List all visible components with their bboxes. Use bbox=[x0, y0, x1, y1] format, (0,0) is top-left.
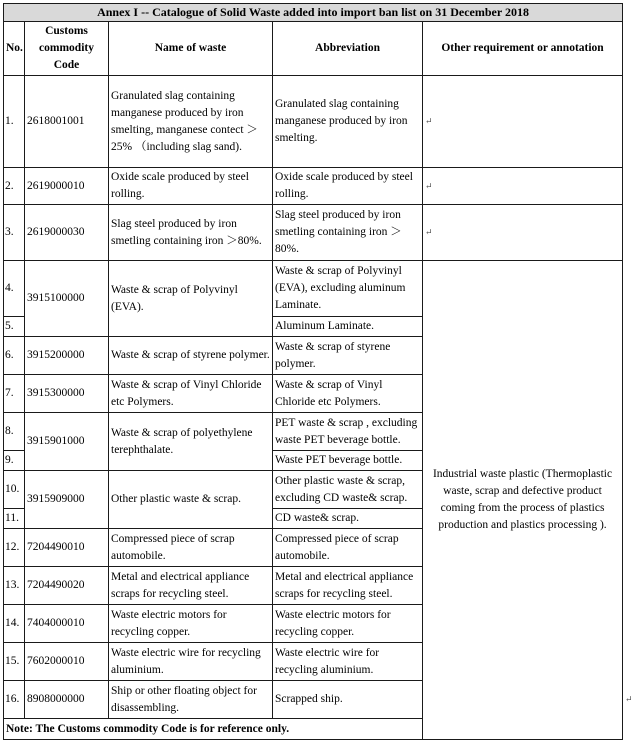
row-code: 3915901000 bbox=[25, 413, 109, 471]
row-no: 9. bbox=[4, 451, 25, 471]
row-abbreviation: Aluminum Laminate. bbox=[273, 317, 423, 337]
row-code: 3915300000 bbox=[25, 375, 109, 413]
row-no: 2. bbox=[4, 168, 25, 205]
row-abbreviation: Waste & scrap of Vinyl Chloride etc Polymers. bbox=[273, 375, 423, 413]
row-no: 1. bbox=[4, 76, 25, 168]
row-abbreviation: Scrapped ship. bbox=[273, 681, 423, 719]
catalogue-table bbox=[3, 3, 633, 740]
row-no: 13. bbox=[4, 567, 25, 605]
row-no: 16. bbox=[4, 681, 25, 719]
row-no: 5. bbox=[4, 317, 25, 337]
row-code: 7602000010 bbox=[25, 643, 109, 681]
row-name: Slag steel produced by iron smetling containing iron ＞80%. bbox=[109, 205, 273, 261]
row-name: Ship or other floating object for disassembling. bbox=[109, 681, 273, 719]
header-name: Name of waste bbox=[109, 22, 273, 76]
row-no: 4. bbox=[4, 261, 25, 317]
row-other: ↵ bbox=[423, 205, 623, 261]
row-code: 2619000010 bbox=[25, 168, 109, 205]
row-code: 2619000030 bbox=[25, 205, 109, 261]
row-abbreviation: Oxide scale produced by steel rolling. bbox=[273, 168, 423, 205]
row-no: 10. bbox=[4, 471, 25, 509]
plastic-annotation: Industrial waste plastic (Thermoplastic waste, scrap and defective product coming from the process of plastics production and plastics processing ). bbox=[423, 261, 623, 740]
row-name: Other plastic waste & scrap. bbox=[109, 471, 273, 529]
row-no: 3. bbox=[4, 205, 25, 261]
row-name: Waste & scrap of Polyvinyl (EVA). bbox=[109, 261, 273, 337]
row-name: Waste electric motors for recycling copper. bbox=[109, 605, 273, 643]
row-name: Compressed piece of scrap automobile. bbox=[109, 529, 273, 567]
row-abbreviation: PET waste & scrap , excluding waste PET beverage bottle. bbox=[273, 413, 423, 451]
row-name: Metal and electrical appliance scraps for recycling steel. bbox=[109, 567, 273, 605]
row-no: 8. bbox=[4, 413, 25, 451]
row-other: ↵ bbox=[423, 168, 623, 205]
table-row bbox=[4, 205, 623, 261]
table-row bbox=[4, 261, 623, 317]
row-abbreviation: Slag steel produced by iron smetling containing iron ＞ 80%. bbox=[273, 205, 423, 261]
row-code: 3915200000 bbox=[25, 337, 109, 375]
row-abbreviation: Compressed piece of scrap automobile. bbox=[273, 529, 423, 567]
table-row: 16. 8908000000 Ship or other floating object for disassembling. Scrapped ship. ↵ bbox=[4, 681, 623, 719]
row-no: 14. bbox=[4, 605, 25, 643]
row-code: 3915909000 bbox=[25, 471, 109, 529]
row-code: 7204490010 bbox=[25, 529, 109, 567]
row-abbreviation: Waste PET beverage bottle. bbox=[273, 451, 423, 471]
row-abbreviation: Other plastic waste & scrap, excluding CD waste& scrap. bbox=[273, 471, 423, 509]
table-row bbox=[4, 76, 623, 168]
table-row bbox=[4, 168, 623, 205]
row-name: Waste electric wire for recycling aluminium. bbox=[109, 643, 273, 681]
row-abbreviation: Granulated slag containing manganese produced by iron smelting. bbox=[273, 76, 423, 168]
row-name: Granulated slag containing manganese produced by iron smelting, manganese contect ＞25% （including slag sand). bbox=[109, 76, 273, 168]
row-name: Waste & scrap of Vinyl Chloride etc Polymers. bbox=[109, 375, 273, 413]
row-abbreviation: Waste electric motors for recycling copper. bbox=[273, 605, 423, 643]
row-abbreviation: Waste electric wire for recycling aluminium. bbox=[273, 643, 423, 681]
row-name: Oxide scale produced by steel rolling. bbox=[109, 168, 273, 205]
row-abbreviation: Waste & scrap of Polyvinyl (EVA), excluding aluminum Laminate. bbox=[273, 261, 423, 317]
row-name: Waste & scrap of polyethylene terephthalate. bbox=[109, 413, 273, 471]
header-other: Other requirement or annotation bbox=[423, 22, 623, 76]
row-no: 15. bbox=[4, 643, 25, 681]
row-abbreviation: CD waste& scrap. bbox=[273, 509, 423, 529]
row-code: 3915100000 bbox=[25, 261, 109, 337]
row-code: 2618001001 bbox=[25, 76, 109, 168]
row-no: 12. bbox=[4, 529, 25, 567]
row-no: 6. bbox=[4, 337, 25, 375]
row-code: 7204490020 bbox=[25, 567, 109, 605]
header-no: No. bbox=[4, 22, 25, 76]
row-name: Waste & scrap of styrene polymer. bbox=[109, 337, 273, 375]
table-title: Annex I -- Catalogue of Solid Waste added into import ban list on 31 December 2018 bbox=[4, 4, 623, 22]
row-abbreviation: Metal and electrical appliance scraps for recycling steel. bbox=[273, 567, 423, 605]
header-abbreviation: Abbreviation bbox=[273, 22, 423, 76]
table-note: Note: The Customs commodity Code is for reference only. bbox=[4, 719, 623, 740]
row-other: ↵ bbox=[423, 76, 623, 168]
row-no: 11. bbox=[4, 509, 25, 529]
header-code: Customs commodity Code bbox=[25, 22, 109, 76]
row-code: 8908000000 bbox=[25, 681, 109, 719]
row-code: 7404000010 bbox=[25, 605, 109, 643]
row-no: 7. bbox=[4, 375, 25, 413]
row-abbreviation: Waste & scrap of styrene polymer. bbox=[273, 337, 423, 375]
